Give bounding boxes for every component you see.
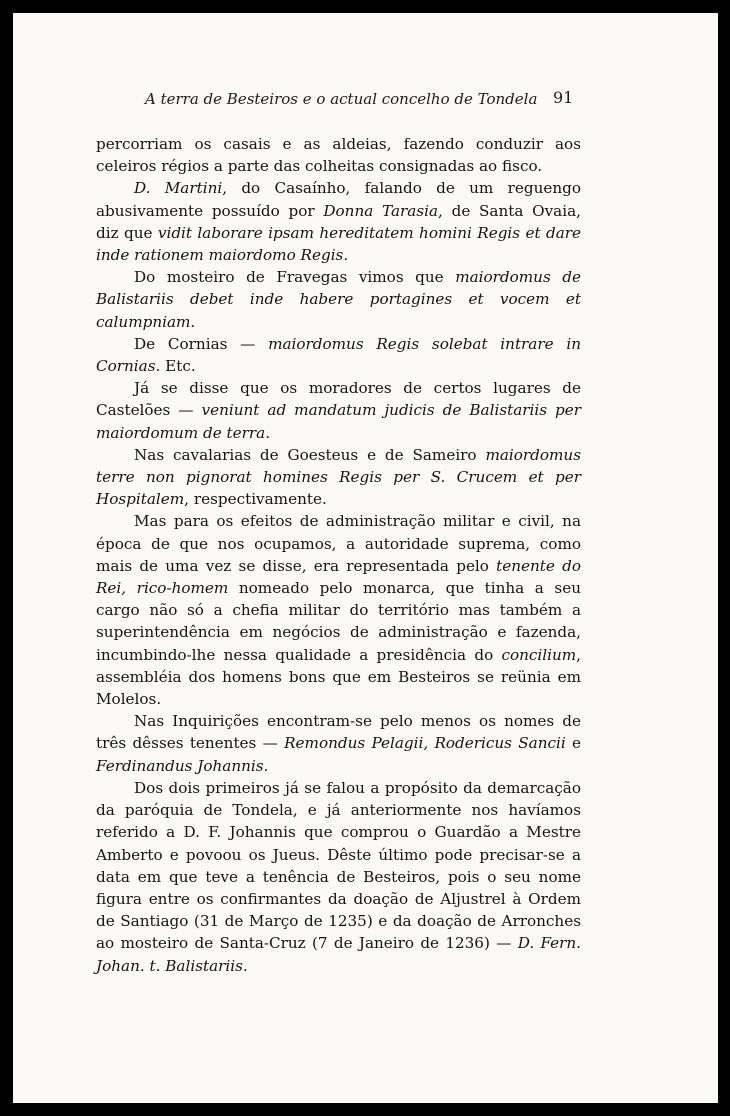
text-run: De Cornias — bbox=[134, 334, 269, 353]
text-run: Já se disse que os moradores de certos lugares de Castelões — bbox=[96, 379, 581, 420]
italic-text: tenente do Rei, rico-homem bbox=[96, 556, 581, 598]
italic-text: D. Martini bbox=[134, 179, 223, 198]
italic-text: Remondus Pelagii, Rodericus Sancii bbox=[284, 734, 566, 753]
text-run: , respectivamente. bbox=[184, 490, 327, 509]
italic-text: vidit laborare ipsam hereditatem homini Regis et dare inde rationem maiordomo Regis. bbox=[96, 223, 581, 265]
text-run: Mas para os efeitos de administração militar e civil, na época de que nos ocupamos, a autoridade suprema, como mais de uma vez se disse, era representada pelo bbox=[96, 512, 581, 575]
italic-text: maiordomus terre non pignorat homines Regis per S. Crucem et per Hospitalem bbox=[96, 445, 581, 509]
italic-text: veniunt ad mandatum judicis de Balistariis per maiordomum de terra. bbox=[96, 401, 582, 442]
text-run: Dos dois primeiros já se falou a propósito da demarcação da paróquia de Tondela, e já anteriormente nos havíamos referido a D. F. Johannis que comprou o Guardão a Mestre Amberto e povoou os Jueus. Dêste último pode precisar-se a data em que teve a tenência de Besteiros, pois o seu nome figura entre os confirmantes da doação de Aljustrel à Ordem de Santiago (31 de Março de 1235) e da doação de Arronches ao mosteiro de Santa-Cruz (7 de Janeiro de 1236) — bbox=[96, 778, 581, 953]
italic-text: maiordomus Regis solebat intrare in Cornias. bbox=[96, 334, 581, 376]
text-run: nomeado pelo monarca, que tinha a seu cargo não só a chefia militar do território mas também a superintendência em negócios de administração e fazenda, incumbindo-lhe nessa qualidade a presidência do bbox=[96, 579, 581, 664]
paragraph bbox=[96, 777, 581, 977]
text-run: Nas cavalarias de Goesteus e de Sameiro bbox=[134, 445, 486, 464]
paragraph bbox=[96, 444, 581, 511]
italic-text: maiordomus de Balistariis debet inde habere portagines et vocem et calumpniam. bbox=[96, 268, 581, 331]
text-run: , de Santa Ovaia, diz que bbox=[96, 201, 581, 242]
text-run: , assembléia dos homens bons que em Besteiros se reünia em Molelos. bbox=[96, 645, 581, 709]
italic-text: Donna Tarasia bbox=[323, 201, 439, 220]
text-run: Do mosteiro de Fravegas vimos que bbox=[134, 268, 456, 287]
text-run: e bbox=[565, 734, 582, 753]
paragraph bbox=[96, 177, 581, 266]
paragraph bbox=[96, 333, 581, 377]
page-number: 91 bbox=[553, 88, 574, 107]
paragraph bbox=[96, 510, 581, 710]
paragraph bbox=[96, 710, 581, 777]
text-run: Nas Inquirições encontram-se pelo menos os nomes de três dêsses tenentes — bbox=[96, 712, 581, 753]
text-run: percorriam os casais e as aldeias, fazendo conduzir aos celeiros régios a parte das colheitas consignadas ao fisco. bbox=[96, 135, 581, 176]
page-header bbox=[13, 88, 718, 112]
italic-text: concilium bbox=[501, 645, 577, 664]
book-page bbox=[13, 13, 718, 1103]
body-text bbox=[96, 133, 581, 977]
text-run: Etc. bbox=[160, 357, 196, 376]
italic-text: Ferdinandus Johannis. bbox=[96, 756, 269, 775]
paragraph bbox=[96, 377, 581, 444]
paragraph bbox=[96, 266, 581, 333]
italic-text: D. Fern. Johan. t. Balistariis. bbox=[96, 934, 582, 975]
text-run: , do Casaínho, falando de um reguengo abusivamente possuído por bbox=[96, 179, 581, 220]
paragraph bbox=[96, 133, 581, 177]
running-title: A terra de Besteiros e o actual concelho de Tondela bbox=[145, 90, 538, 108]
